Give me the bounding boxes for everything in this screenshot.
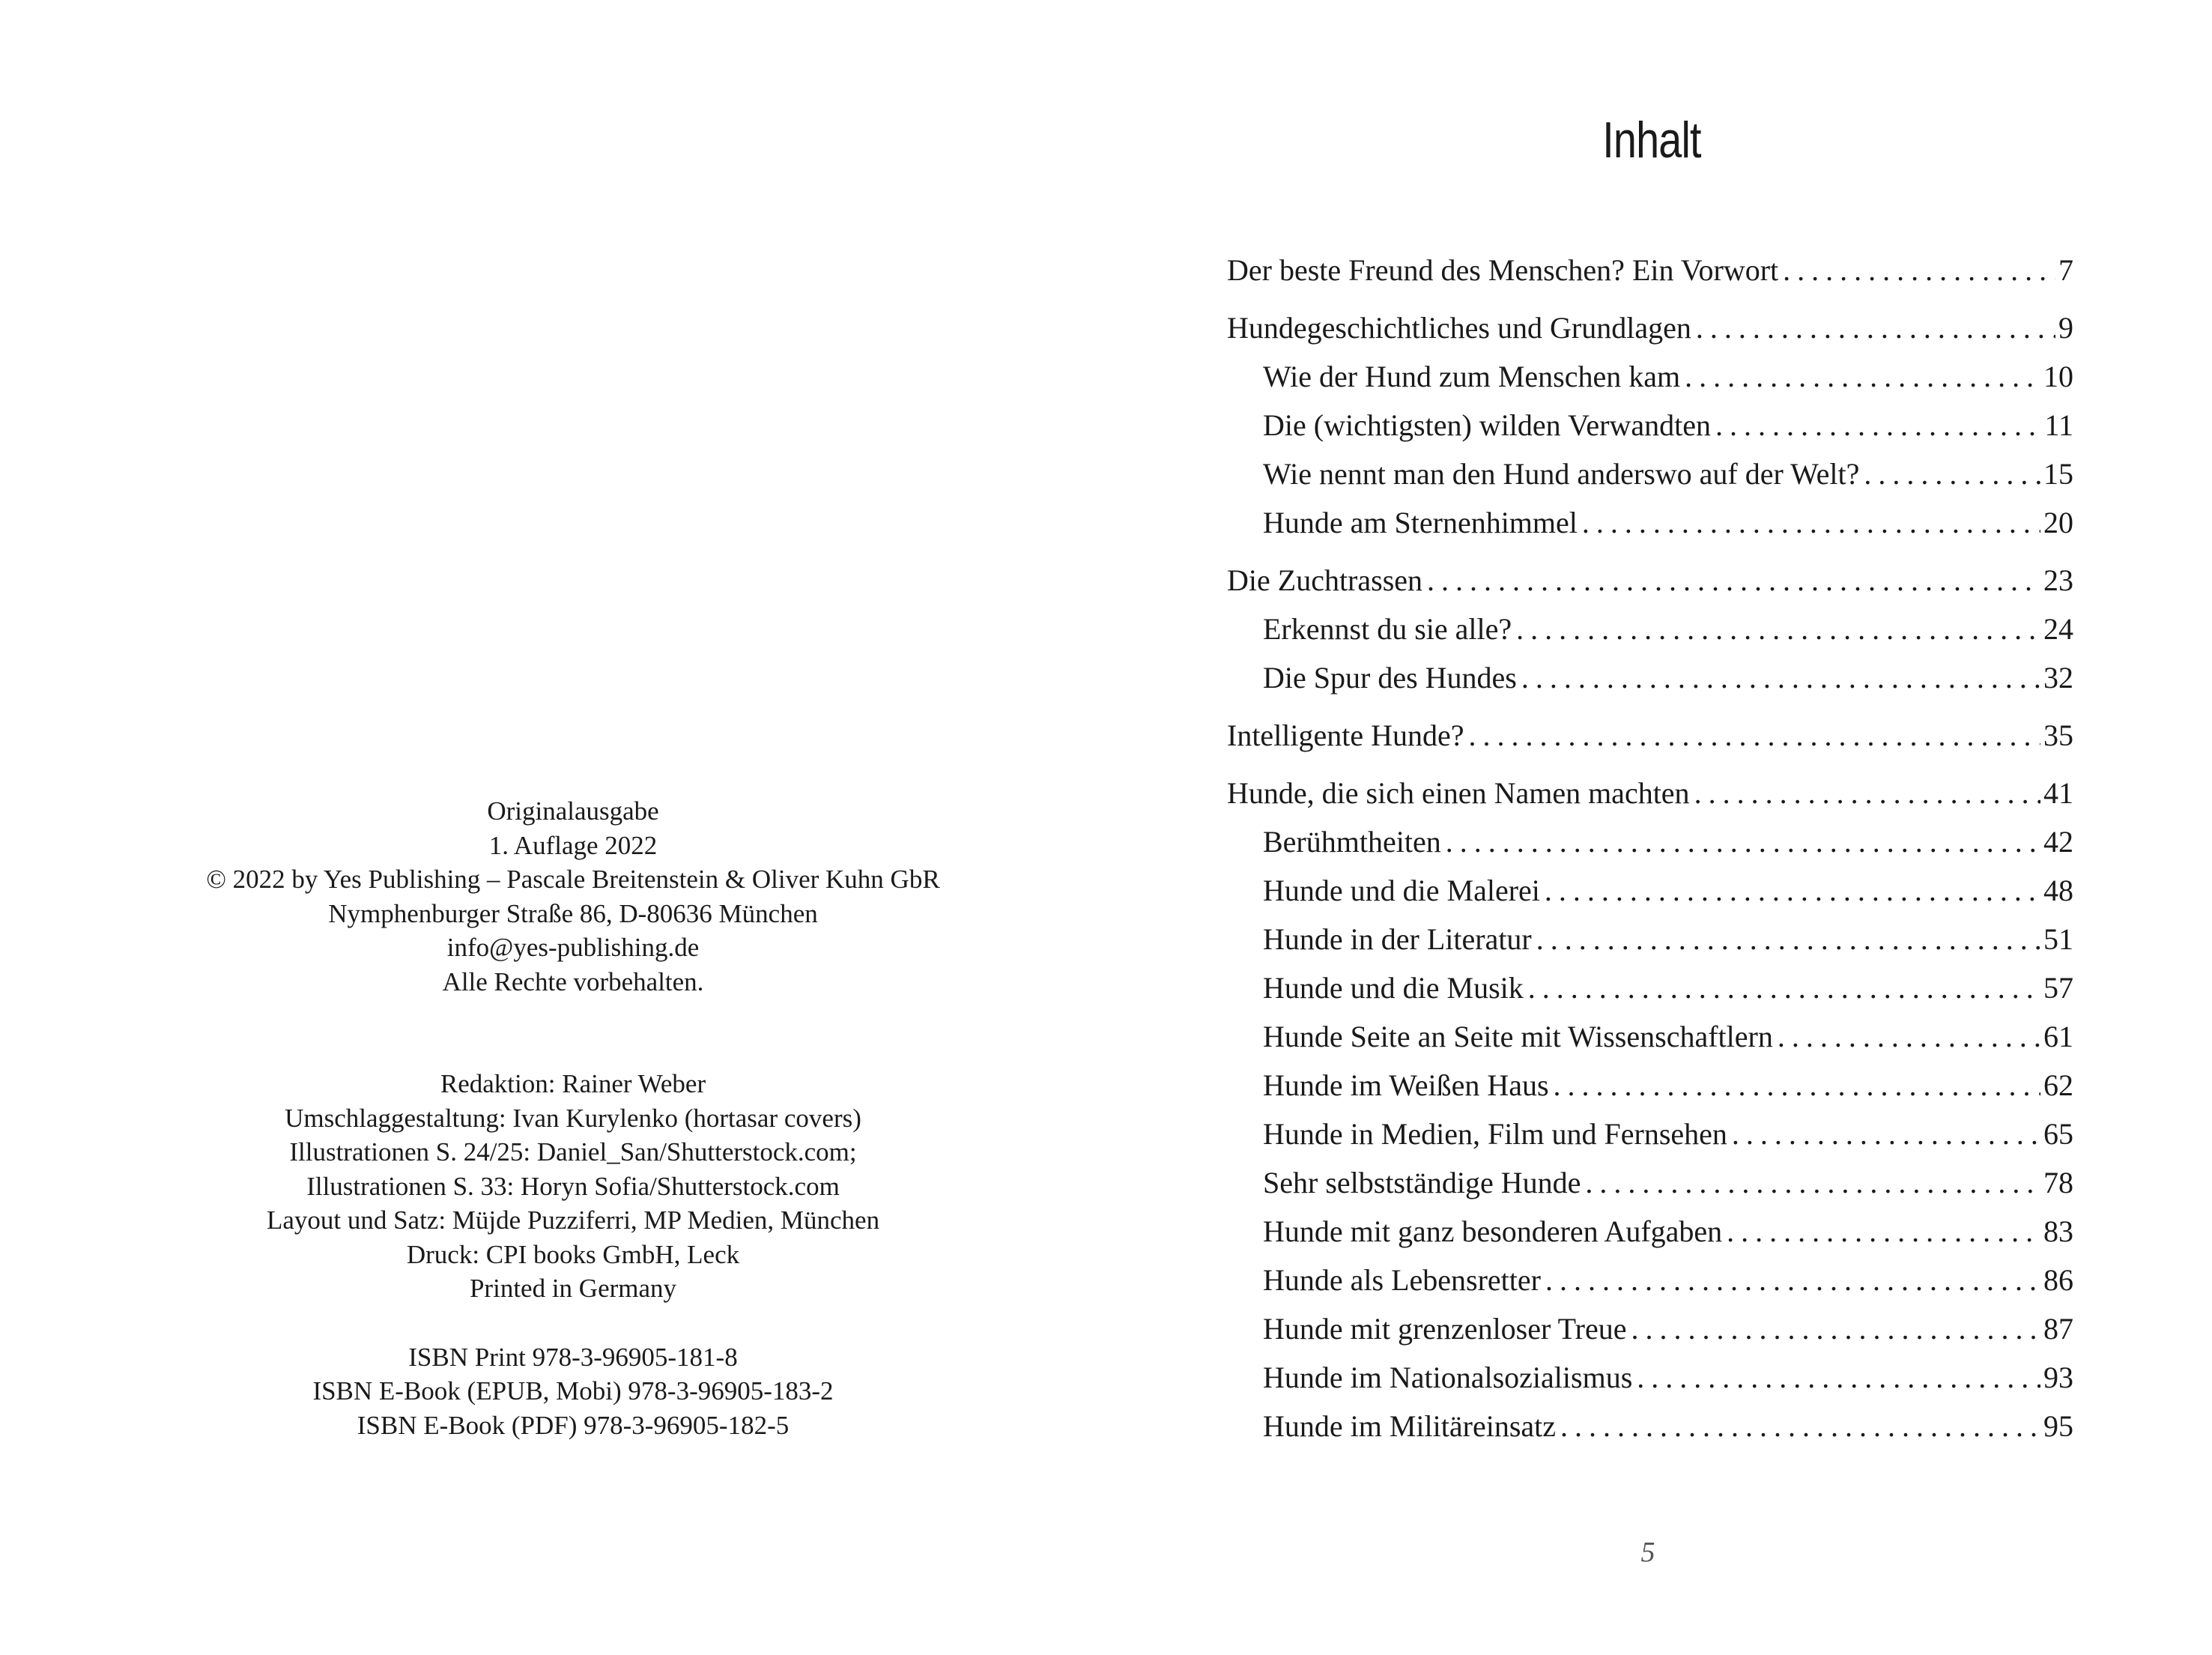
imprint-spacer <box>112 1306 1034 1340</box>
toc-subentry <box>1227 1012 2073 1061</box>
toc-entry-label: Hunde im Weißen Haus <box>1263 1068 1549 1102</box>
imprint <box>112 794 1034 1442</box>
toc-entry-page: 48 <box>2043 874 2073 907</box>
toc-entry-label: Hunde im Militäreinsatz <box>1263 1409 1557 1443</box>
toc-dot-leader <box>1536 915 2040 963</box>
toc-title: Inhalt <box>1602 112 1701 169</box>
toc-entry-label: Die Zuchtrassen <box>1227 563 1423 597</box>
toc-entry-label: Hunde mit grenzenloser Treue <box>1263 1312 1627 1346</box>
imprint-line: © 2022 by Yes Publishing – Pascale Breitenstein & Oliver Kuhn GbR <box>206 865 940 894</box>
toc-entry-page: 24 <box>2043 612 2073 646</box>
toc-entry-label: Intelligente Hunde? <box>1227 718 1464 752</box>
toc-entry <box>1227 246 2073 294</box>
toc-entry-page: 93 <box>2043 1361 2073 1394</box>
toc-entry-label: Hunde und die Malerei <box>1263 874 1540 907</box>
toc-entry-page: 41 <box>2043 776 2073 810</box>
toc-entry-page: 62 <box>2043 1068 2073 1102</box>
imprint-line: ISBN E-Book (EPUB, Mobi) 978-3-96905-183-2 <box>312 1376 834 1406</box>
toc-subentry <box>1227 1353 2073 1402</box>
toc-subentry <box>1227 653 2073 702</box>
toc-entry-label: Der beste Freund des Menschen? Ein Vorwort <box>1227 253 1779 287</box>
toc-entry-label: Hundegeschichtliches und Grundlagen <box>1227 311 1691 345</box>
toc-subentry <box>1227 605 2073 653</box>
imprint-spacer <box>112 999 1034 1067</box>
toc-entry-label: Erkennst du sie alle? <box>1263 612 1512 646</box>
toc-dot-leader <box>1783 246 2055 294</box>
toc-entry-label: Sehr selbstständige Hunde <box>1263 1166 1581 1199</box>
toc-dot-leader <box>1446 817 2040 866</box>
toc-subentry <box>1227 1158 2073 1207</box>
toc-entry-label: Hunde in Medien, Film und Fernsehen <box>1263 1117 1727 1151</box>
toc-subentry <box>1227 866 2073 915</box>
toc-entry-page: 83 <box>2043 1214 2073 1248</box>
toc-subentry <box>1227 1110 2073 1158</box>
toc-entry-page: 20 <box>2043 506 2073 539</box>
toc-entry-page: 78 <box>2043 1166 2073 1199</box>
page-number: 5 <box>1640 1537 1655 1568</box>
toc-entry-page: 15 <box>2043 457 2073 491</box>
toc-dot-leader <box>1560 1402 2040 1450</box>
toc-entry-label: Hunde und die Musik <box>1263 971 1524 1005</box>
toc-entry <box>1227 769 2073 817</box>
toc-subentry <box>1227 352 2073 401</box>
toc-entry <box>1227 711 2073 760</box>
toc-dot-leader <box>1469 711 2040 760</box>
toc-dot-leader <box>1528 963 2040 1012</box>
toc-subentry <box>1227 1304 2073 1353</box>
toc-entry-label: Hunde als Lebensretter <box>1263 1263 1541 1297</box>
toc-dot-leader <box>1582 498 2040 547</box>
toc-section <box>1227 246 2073 294</box>
toc-entry-label: Wie der Hund zum Menschen kam <box>1263 360 1681 393</box>
imprint-credits-block <box>112 1067 1034 1306</box>
toc-entry-page: 95 <box>2043 1409 2073 1443</box>
toc-subentry <box>1227 817 2073 866</box>
toc-dot-leader <box>1521 653 2040 702</box>
imprint-line: info@yes-publishing.de <box>446 933 700 962</box>
toc-dot-leader <box>1554 1061 2040 1110</box>
toc-dot-leader <box>1715 401 2041 450</box>
imprint-line: Illustrationen S. 24/25: Daniel_San/Shutterstock.com; <box>289 1137 857 1167</box>
toc-section <box>1227 769 2073 1450</box>
toc-subentry <box>1227 963 2073 1012</box>
toc-dot-leader <box>1631 1304 2040 1353</box>
imprint-line: Printed in Germany <box>469 1274 677 1303</box>
imprint-line: Originalausgabe <box>487 796 659 826</box>
toc-subentry <box>1227 915 2073 963</box>
toc-entry-label: Hunde im Nationalsozialismus <box>1263 1361 1633 1394</box>
toc-entry-label: Wie nennt man den Hund anderswo auf der Welt? <box>1263 457 1860 491</box>
toc-dot-leader <box>1778 1012 2040 1061</box>
toc-entry-page: 7 <box>2058 253 2073 287</box>
toc-dot-leader <box>1516 605 2040 653</box>
toc-subentry <box>1227 498 2073 547</box>
toc-entry-page: 61 <box>2043 1020 2073 1053</box>
imprint-line: 1. Auflage 2022 <box>488 830 658 860</box>
toc-entry-page: 51 <box>2043 922 2073 956</box>
toc-subentry <box>1227 1256 2073 1304</box>
toc-dot-leader <box>1637 1353 2040 1402</box>
imprint-line: Alle Rechte vorbehalten. <box>442 966 704 996</box>
imprint-edition-block <box>112 794 1034 999</box>
imprint-line: Illustrationen S. 33: Horyn Sofia/Shutterstock.com <box>306 1171 840 1201</box>
toc-section <box>1227 303 2073 547</box>
toc-subentry <box>1227 1402 2073 1450</box>
toc-subentry <box>1227 450 2073 498</box>
toc-dot-leader <box>1545 866 2040 915</box>
toc-entry-page: 32 <box>2043 661 2073 695</box>
toc-section <box>1227 711 2073 760</box>
toc-entry-page: 10 <box>2043 360 2073 393</box>
toc-subentry <box>1227 401 2073 450</box>
toc-entry-page: 11 <box>2044 408 2073 442</box>
toc-dot-leader <box>1694 769 2040 817</box>
toc-dot-leader <box>1585 1158 2040 1207</box>
toc-entry-label: Berühmtheiten <box>1263 825 1441 859</box>
toc-dot-leader <box>1545 1256 2040 1304</box>
toc-dot-leader <box>1732 1110 2040 1158</box>
toc-entry-page: 87 <box>2043 1312 2073 1346</box>
toc-entry-label: Die (wichtigsten) wilden Verwandten <box>1263 408 1711 442</box>
imprint-line: ISBN Print 978-3-96905-181-8 <box>408 1342 738 1372</box>
toc-entry-page: 23 <box>2043 563 2073 597</box>
imprint-line: Druck: CPI books GmbH, Leck <box>406 1239 740 1269</box>
toc-dot-leader <box>1727 1207 2040 1256</box>
toc-subentry <box>1227 1061 2073 1110</box>
toc-entry-label: Hunde, die sich einen Namen machten <box>1227 776 1690 810</box>
imprint-line: Layout und Satz: Müjde Puzziferri, MP Medien, München <box>266 1205 880 1235</box>
toc-dot-leader <box>1685 352 2040 401</box>
toc-dot-leader <box>1696 303 2055 352</box>
toc-entry-label: Hunde Seite an Seite mit Wissenschaftlern <box>1263 1020 1773 1053</box>
toc-entry-page: 65 <box>2043 1117 2073 1151</box>
imprint-line: Nymphenburger Straße 86, D-80636 München <box>328 898 818 928</box>
toc-entry-page: 42 <box>2043 825 2073 859</box>
toc-entry-label: Hunde in der Literatur <box>1263 922 1532 956</box>
toc-entry <box>1227 303 2073 352</box>
toc-entry-label: Hunde mit ganz besonderen Aufgaben <box>1263 1214 1723 1248</box>
toc-dot-leader <box>1427 556 2040 605</box>
toc-entry-page: 86 <box>2043 1263 2073 1297</box>
toc-entry-page: 9 <box>2058 311 2073 345</box>
toc-entry <box>1227 556 2073 605</box>
imprint-line: Redaktion: Rainer Weber <box>440 1069 706 1098</box>
toc-entry-label: Hunde am Sternenhimmel <box>1263 506 1578 539</box>
imprint-line: Umschlaggestaltung: Ivan Kurylenko (hortasar covers) <box>285 1103 861 1133</box>
toc-section <box>1227 556 2073 702</box>
toc-entry-label: Die Spur des Hundes <box>1263 661 1517 695</box>
toc-dot-leader <box>1864 450 2040 498</box>
toc-entry-page: 35 <box>2043 718 2073 752</box>
toc-subentry <box>1227 1207 2073 1256</box>
imprint-isbn-block <box>112 1340 1034 1443</box>
toc-entry-page: 57 <box>2043 971 2073 1005</box>
imprint-line: ISBN E-Book (PDF) 978-3-96905-182-5 <box>357 1410 790 1440</box>
table-of-contents <box>1227 246 2073 1459</box>
